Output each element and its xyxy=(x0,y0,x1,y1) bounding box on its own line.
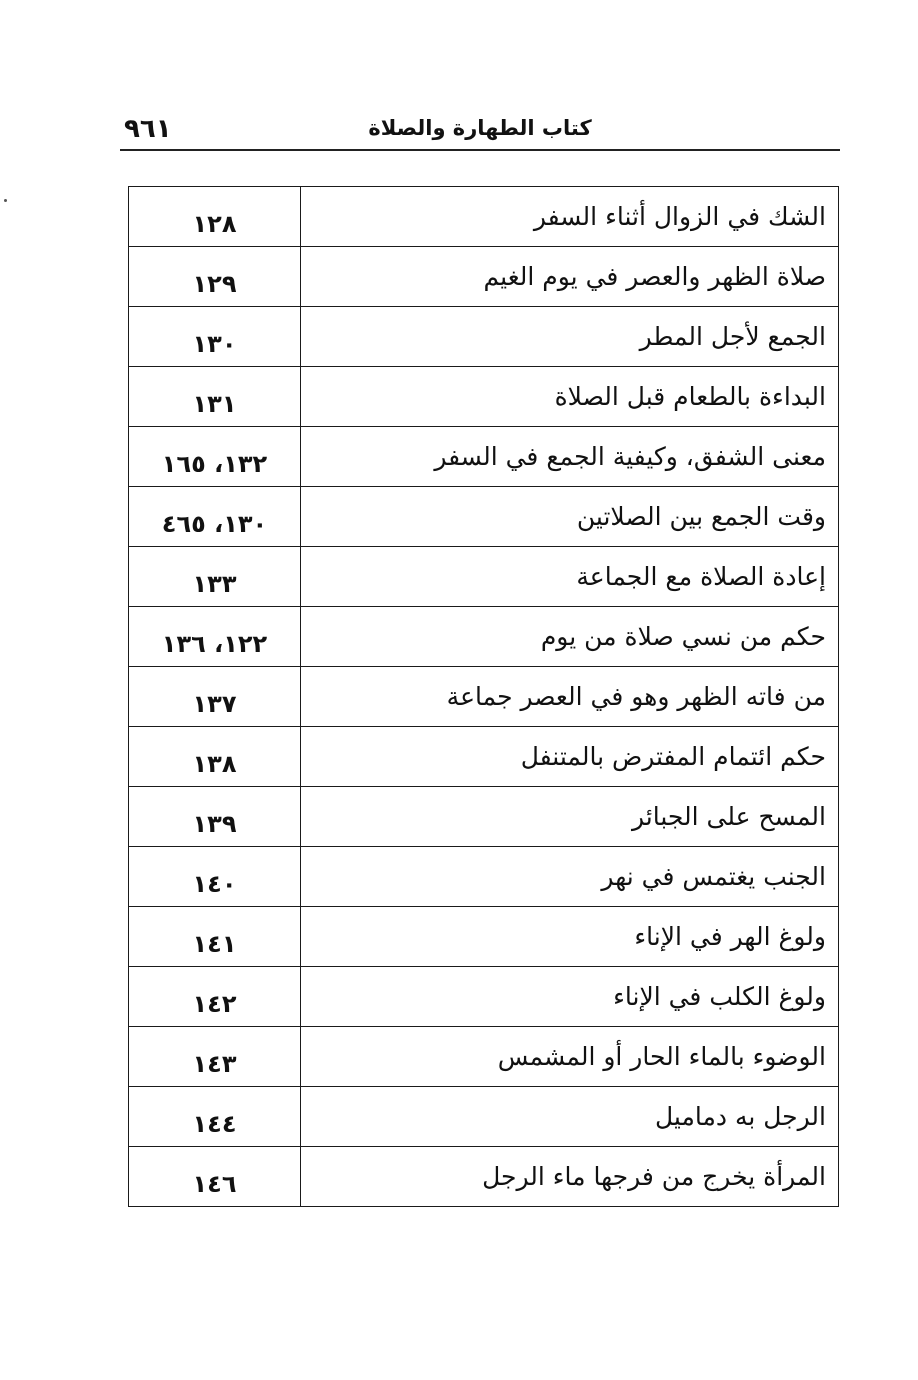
topic-cell: الجنب يغتمس في نهر xyxy=(301,847,839,907)
topic-cell: ولوغ الكلب في الإناء xyxy=(301,967,839,1027)
topic-cell: البداءة بالطعام قبل الصلاة xyxy=(301,367,839,427)
table-row xyxy=(129,667,839,727)
table-row xyxy=(129,727,839,787)
table-row xyxy=(129,187,839,247)
topic-cell: ولوغ الهر في الإناء xyxy=(301,907,839,967)
table-row xyxy=(129,1147,839,1207)
scan-speck xyxy=(4,199,7,202)
page-ref-cell: ١٣٠ xyxy=(129,307,301,367)
page-ref-cell: ١٣٧ xyxy=(129,667,301,727)
table-row xyxy=(129,427,839,487)
page-ref-cell: ١٣٠، ٤٦٥ xyxy=(129,487,301,547)
table-row xyxy=(129,907,839,967)
table-row xyxy=(129,547,839,607)
topic-cell: المرأة يخرج من فرجها ماء الرجل xyxy=(301,1147,839,1207)
topic-cell: حكم ائتمام المفترض بالمتنفل xyxy=(301,727,839,787)
topic-cell: وقت الجمع بين الصلاتين xyxy=(301,487,839,547)
page-ref-cell: ١٤٣ xyxy=(129,1027,301,1087)
table-row xyxy=(129,247,839,307)
topic-cell: الرجل به دماميل xyxy=(301,1087,839,1147)
topic-cell: المسح على الجبائر xyxy=(301,787,839,847)
topic-cell: الشك في الزوال أثناء السفر xyxy=(301,187,839,247)
table-row xyxy=(129,1027,839,1087)
index-table xyxy=(128,186,839,1207)
page-number: ٩٦١ xyxy=(124,114,172,144)
page-ref-cell: ١٣٢، ١٦٥ xyxy=(129,427,301,487)
table-row xyxy=(129,487,839,547)
page-ref-cell: ١٤٢ xyxy=(129,967,301,1027)
table-row xyxy=(129,607,839,667)
page-ref-cell: ١٣١ xyxy=(129,367,301,427)
topic-cell: صلاة الظهر والعصر في يوم الغيم xyxy=(301,247,839,307)
header-divider xyxy=(120,149,840,151)
page-ref-cell: ١٣٨ xyxy=(129,727,301,787)
page-ref-cell: ١٤٠ xyxy=(129,847,301,907)
page-ref-cell: ١٣٩ xyxy=(129,787,301,847)
topic-cell: إعادة الصلاة مع الجماعة xyxy=(301,547,839,607)
table-row xyxy=(129,847,839,907)
topic-cell: حكم من نسي صلاة من يوم xyxy=(301,607,839,667)
topic-cell: الجمع لأجل المطر xyxy=(301,307,839,367)
table-row xyxy=(129,367,839,427)
book-title: كتاب الطهارة والصلاة xyxy=(368,116,592,140)
table-row xyxy=(129,787,839,847)
table-row xyxy=(129,307,839,367)
page-header xyxy=(120,110,840,148)
topic-cell: من فاته الظهر وهو في العصر جماعة xyxy=(301,667,839,727)
page-ref-cell: ١٤٤ xyxy=(129,1087,301,1147)
page-ref-cell: ١٢٨ xyxy=(129,187,301,247)
table-row xyxy=(129,967,839,1027)
page-ref-cell: ١٤٦ xyxy=(129,1147,301,1207)
page-ref-cell: ١٤١ xyxy=(129,907,301,967)
topic-cell: معنى الشفق، وكيفية الجمع في السفر xyxy=(301,427,839,487)
page-ref-cell: ١٢٩ xyxy=(129,247,301,307)
page-ref-cell: ١٢٢، ١٣٦ xyxy=(129,607,301,667)
page-ref-cell: ١٣٣ xyxy=(129,547,301,607)
topic-cell: الوضوء بالماء الحار أو المشمس xyxy=(301,1027,839,1087)
table-row xyxy=(129,1087,839,1147)
